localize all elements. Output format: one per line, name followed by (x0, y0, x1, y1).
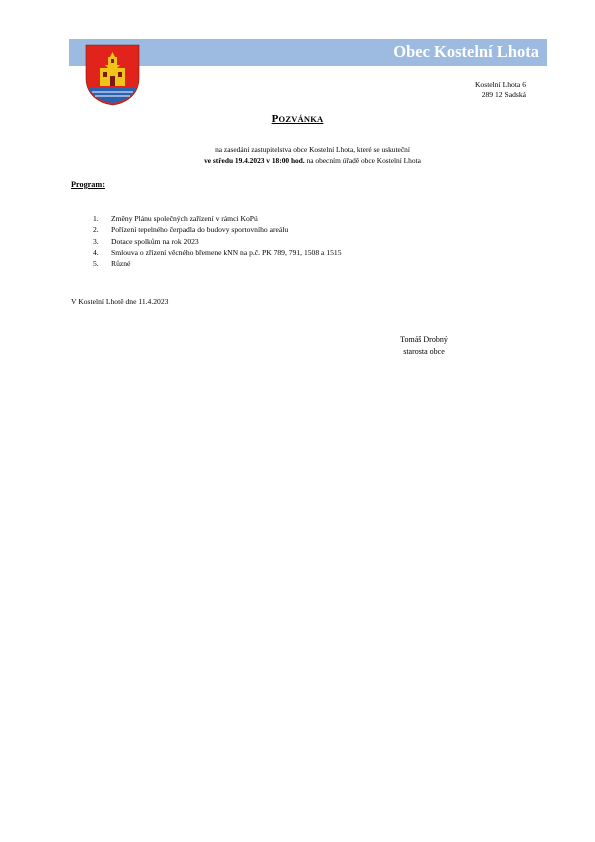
signatory-name: Tomáš Drobný (400, 335, 448, 344)
agenda-item-text: Změny Plánu společných zařízení v rámci KoPú (111, 214, 258, 223)
agenda-item (93, 258, 342, 269)
municipal-coat-of-arms-icon (85, 44, 140, 106)
agenda-item (93, 236, 342, 247)
agenda-item (93, 247, 342, 258)
signature-block (374, 334, 474, 357)
agenda-item-number: 5. (93, 259, 99, 269)
agenda-item-number: 4. (93, 247, 99, 257)
document-title (0, 113, 595, 125)
meeting-intro (0, 145, 595, 166)
header-bar (69, 39, 547, 66)
agenda-item (93, 224, 342, 235)
agenda-list (93, 213, 342, 269)
agenda-item-number: 3. (93, 236, 99, 246)
signatory-role: starosta obce (403, 346, 445, 356)
agenda-item-text: Smlouva o zřízení věcného břemene kNN na p.č. PK 789, 791, 1508 a 1515 (111, 247, 342, 257)
place-and-date: V Kostelní Lhotě dne 11.4.2023 (71, 297, 169, 306)
intro-line: na zasedání zastupitelstva obce Kostelní Lhota, které se uskuteční (215, 145, 410, 154)
meeting-place: na obecním úřadě obce Kostelní Lhota (304, 155, 421, 165)
agenda-item (93, 213, 342, 224)
agenda-item-number: 2. (93, 225, 99, 235)
title-rest: OZVÁNKA (278, 114, 324, 124)
meeting-datetime: ve středu 19.4.2023 v 18:00 hod. (204, 155, 305, 165)
municipality-name: Obec Kostelní Lhota (393, 42, 539, 61)
address-line: Kostelní Lhota 6 (474, 80, 526, 89)
program-heading: Program: (71, 180, 105, 189)
intro-line (0, 156, 595, 167)
agenda-item-number: 1. (93, 214, 99, 223)
agenda-item-text: Pořízení tepelného čerpadla do budovy sportovního areálu (111, 225, 289, 235)
title-initial: P (271, 113, 279, 125)
address-line: 289 12 Sadská (481, 90, 526, 99)
sender-address (475, 80, 526, 100)
agenda-item-text: Dotace spolkům na rok 2023 (111, 236, 199, 246)
agenda-item-text: Různé (111, 259, 131, 269)
